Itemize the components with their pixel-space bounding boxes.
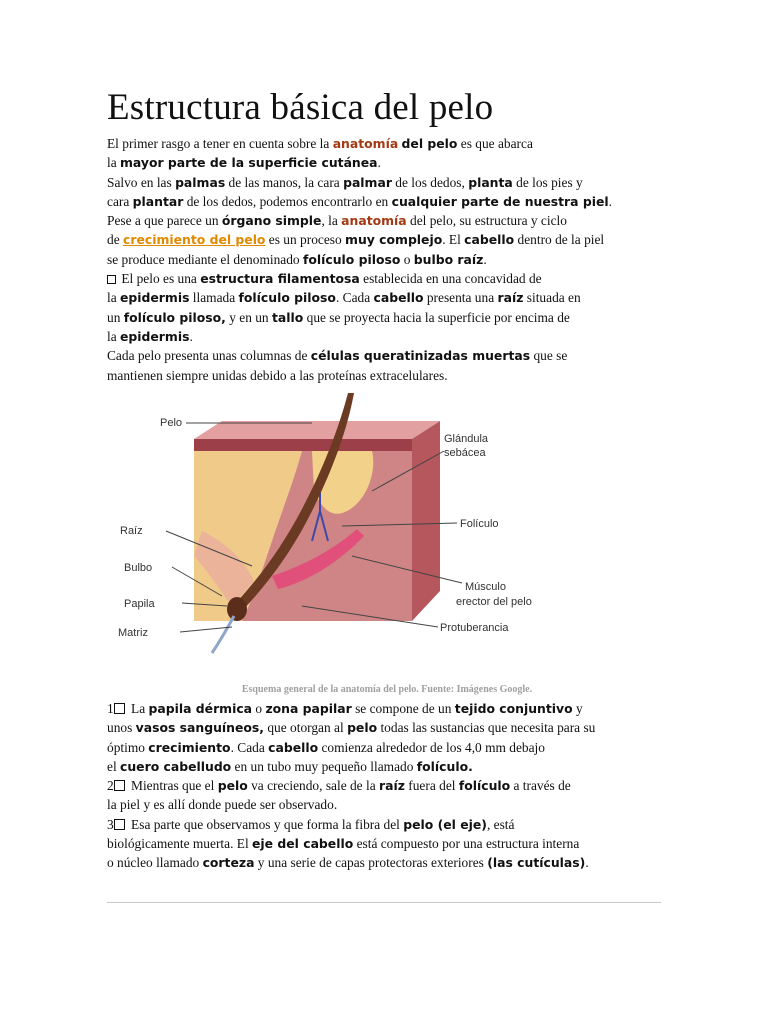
epidermis-layer [194,439,412,451]
checkbox-icon [114,780,125,791]
divider [107,902,661,903]
page-title: Estructura básica del pelo [107,87,494,128]
text-line: de crecimiento del pelo es un proceso muy complejo. El cabello dentro de la piel [107,232,605,248]
text-line: 2 Mientras que el pelo va creciendo, sale de la raíz fuera del folículo a través de [107,778,571,794]
label-musculo-2: erector del pelo [456,596,532,608]
papilla-vessel [212,616,234,653]
anatomy-link[interactable]: anatomía [332,136,399,151]
skin-top-surface [194,421,440,439]
points-text [107,699,667,873]
text-line: la epidermis. [107,328,193,344]
text-line: 3 Esa parte que observamos y que forma la fibra del pelo (el eje), está [107,816,515,832]
label-pelo: Pelo [160,417,183,429]
text-line: biológicamente muerta. El eje del cabello está compuesto por una estructura interna [107,836,580,852]
text-line: Cada pelo presenta unas columnas de células queratinizadas muertas que se [107,348,568,364]
label-musculo-1: Músculo [465,581,506,593]
anatomy-link[interactable]: anatomía [341,213,407,229]
text-line: la epidermis llamada folículo piloso. Cada cabello presenta una raíz situada en [107,290,581,306]
text-line: óptimo crecimiento. Cada cabello comienza alrededor de los 4,0 mm debajo [107,739,545,755]
hair-growth-link[interactable]: crecimiento del pelo [123,232,266,248]
text-line: cara plantar de los dedos, podemos encontrarlo en cualquier parte de nuestra piel. [107,193,612,209]
hair-anatomy-diagram [118,391,542,653]
label-papila: Papila [124,598,155,610]
text-line: un folículo piloso, y en un tallo que se proyecta hacia la superficie por encima de [107,309,570,325]
checkbox-icon [114,819,125,830]
label-glandula-2: sebácea [444,447,486,459]
label-raiz: Raíz [120,525,143,537]
checkbox-icon [114,703,125,714]
text-line: unos vasos sanguíneos, que otorgan al pelo todas las sustancias que necesita para su [107,720,596,736]
text-line: se produce mediante el denominado folículo piloso o bulbo raíz. [107,251,487,267]
label-bulbo: Bulbo [124,562,153,574]
text-line: 1 La papila dérmica o zona papilar se compone de un tejido conjuntivo y [107,701,583,716]
text-line: la piel y es allí donde puede ser observado. [107,797,338,813]
label-foliculo: Folículo [460,518,499,530]
label-glandula-1: Glándula [444,433,489,445]
intro-text [107,134,667,385]
label-matriz: Matriz [118,627,148,639]
text-line: la mayor parte de la superficie cutánea. [107,155,381,171]
text-line: Salvo en las palmas de las manos, la cara palmar de los dedos, planta de los pies y [107,174,583,190]
hair-bulb [227,597,247,621]
skin-side-face [412,421,440,621]
text-line: Pese a que parece un órgano simple, la anatomía del pelo, su estructura y ciclo [107,213,567,229]
figure-caption: Esquema general de la anatomía del pelo. Fuente: Imágenes Google. [241,684,533,695]
label-protuberancia: Protuberancia [440,622,509,634]
text-line: El primer rasgo a tener en cuenta sobre la anatomía del pelo es que abarca [107,136,533,151]
text-line: mantienen siempre unidas debido a las proteínas extracelulares. [107,367,448,383]
text-line: o núcleo llamado corteza y una serie de capas protectoras exteriores (las cutículas). [107,855,589,871]
text-line: El pelo es una estructura filamentosa establecida en una concavidad de [107,269,667,288]
checkbox-icon [107,275,116,284]
text-line: el cuero cabelludo en un tubo muy pequeño llamado folículo. [107,758,473,774]
